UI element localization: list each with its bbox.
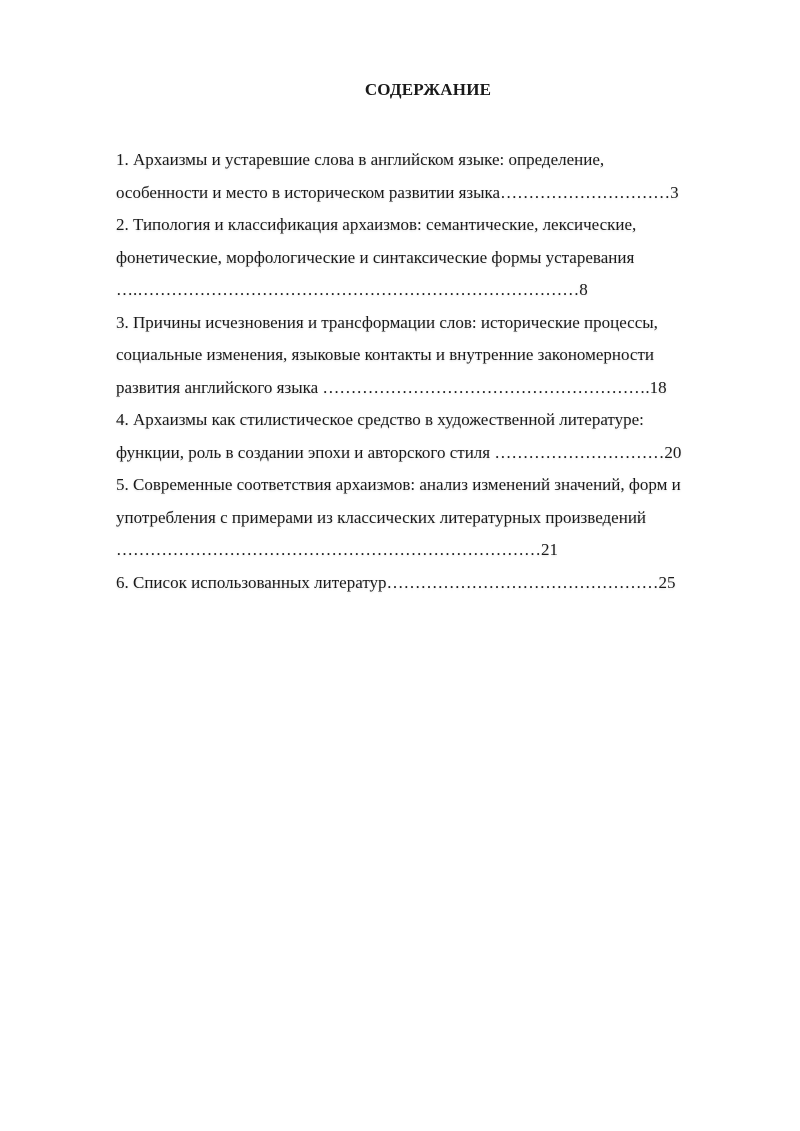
toc-line: особенности и место в историческом развитии языка…………………………3 xyxy=(116,182,679,202)
toc-line: …………………………………………………………………21 xyxy=(116,540,558,559)
toc-line: социальные изменения, языковые контакты и внутренние закономерности xyxy=(116,345,654,364)
toc-entry-5 xyxy=(116,469,756,567)
toc-line: 6. Список использованных литератур…………………………………………25 xyxy=(116,572,676,592)
toc-line: развития английского языка ………………………………………………….18 xyxy=(116,377,667,397)
toc-line: ….……………………………………………………………………8 xyxy=(116,280,588,299)
toc-line: 3. Причины исчезновения и трансформации слов: исторические процессы, xyxy=(116,312,658,332)
toc-line: употребления с примерами из классических литературных произведений xyxy=(116,507,647,527)
toc-entry-2 xyxy=(116,209,756,307)
toc-line: 1. Архаизмы и устаревшие слова в английском языке: определение, xyxy=(116,150,605,169)
toc-line: фонетические, морфологические и синтаксические формы устаревания xyxy=(116,247,635,267)
table-of-contents xyxy=(116,144,756,599)
toc-entry-1 xyxy=(116,144,756,209)
toc-line: 5. Современные соответствия архаизмов: анализ изменений значений, форм и xyxy=(116,475,681,494)
toc-entry-4 xyxy=(116,404,756,469)
page-title: СОДЕРЖАНИЕ xyxy=(364,80,492,99)
toc-line: 2. Типология и классификация архаизмов: семантические, лексические, xyxy=(116,215,637,234)
toc-line: 4. Архаизмы как стилистическое средство в художественной литературе: xyxy=(116,410,644,429)
toc-entry-6 xyxy=(116,567,756,600)
toc-entry-3 xyxy=(116,307,756,405)
toc-line: функции, роль в создании эпохи и авторского стиля …………………………20 xyxy=(116,442,682,462)
